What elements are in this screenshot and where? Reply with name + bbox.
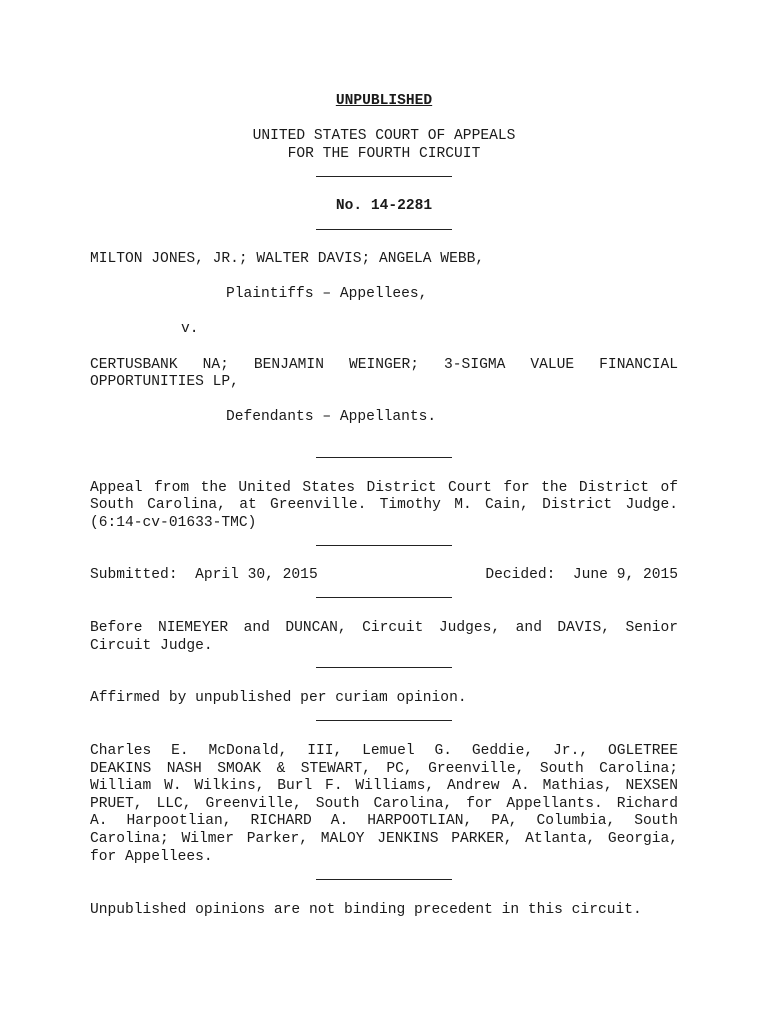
appeal-docket: (6:14-cv-01633-TMC): [90, 515, 257, 531]
counsel-line7: for Appellees.: [90, 849, 213, 865]
plaintiffs-role: Plaintiffs – Appellees,: [226, 286, 428, 302]
divider-rule: [316, 667, 452, 668]
precedent-note: Unpublished opinions are not binding precedent in this circuit.: [90, 902, 642, 918]
court-name-line2: FOR THE FOURTH CIRCUIT: [287, 146, 481, 162]
divider-rule: [316, 597, 452, 598]
panel-line1: Before NIEMEYER and DUNCAN, Circuit Judges, and DAVIS, Senior: [90, 620, 678, 636]
versus-label: v.: [181, 321, 199, 337]
divider-rule: [316, 229, 452, 230]
counsel-line4: PRUET, LLC, Greenville, South Carolina, for Appellants. Richard: [90, 796, 678, 812]
divider-rule: [316, 545, 452, 546]
divider-rule: [316, 879, 452, 880]
divider-rule: [316, 720, 452, 721]
counsel-line5: A. Harpootlian, RICHARD A. HARPOOTLIAN, PA, Columbia, South: [90, 813, 678, 829]
counsel-line6: Carolina; Wilmer Parker, MALOY JENKINS PARKER, Atlanta, Georgia,: [90, 831, 678, 847]
defendants-names-line2: OPPORTUNITIES LP,: [90, 374, 239, 390]
case-number: No. 14-2281: [335, 198, 433, 214]
counsel-line2: DEAKINS NASH SMOAK & STEWART, PC, Greenville, South Carolina;: [90, 761, 678, 777]
defendants-names-line1: CERTUSBANK NA; BENJAMIN WEINGER; 3-SIGMA VALUE FINANCIAL: [90, 357, 678, 373]
dates-row: [90, 567, 678, 585]
defendants-role: Defendants – Appellants.: [226, 409, 437, 425]
counsel-line1: Charles E. McDonald, III, Lemuel G. Geddie, Jr., OGLETREE: [90, 743, 678, 759]
appeal-line2: South Carolina, at Greenville. Timothy M. Cain, District Judge.: [90, 497, 678, 513]
court-name-line1: UNITED STATES COURT OF APPEALS: [252, 128, 516, 144]
divider-rule: [316, 176, 452, 177]
unpublished-label: UNPUBLISHED: [335, 93, 433, 109]
counsel-line3: William W. Wilkins, Burl F. Williams, Andrew A. Mathias, NEXSEN: [90, 778, 678, 794]
appeal-line1: Appeal from the United States District Court for the District of: [90, 480, 678, 496]
disposition: Affirmed by unpublished per curiam opinion.: [90, 690, 467, 706]
plaintiffs-names: MILTON JONES, JR.; WALTER DAVIS; ANGELA WEBB,: [90, 251, 485, 267]
submitted-date: Submitted: April 30, 2015: [90, 567, 318, 583]
decided-date: Decided: June 9, 2015: [485, 567, 678, 583]
divider-rule: [316, 457, 452, 458]
panel-line2: Circuit Judge.: [90, 638, 213, 654]
